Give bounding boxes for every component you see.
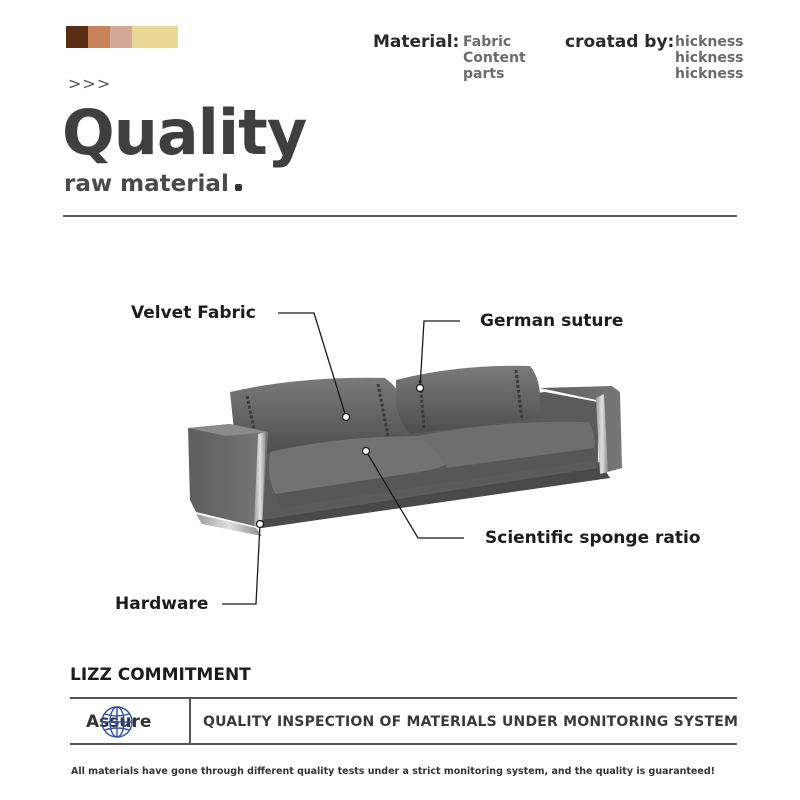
material-value: parts [463,66,505,82]
commitment-title: LIZZ COMMITMENT [70,665,251,685]
created-by-value: hickness [675,50,744,66]
page-subtitle: raw material [64,171,229,197]
quality-footnote: All materials have gone through different quality tests under a strict monitoring system, and the quality is guaranteed! [71,766,715,777]
callout-dot [343,414,350,421]
material-label: Material: [373,32,460,52]
callout-german-suture: German suture [480,311,624,331]
assure-badge [84,704,164,740]
callout-velvet-fabric: Velvet Fabric [131,303,256,323]
material-value: Fabric [463,34,512,50]
commitment-divider-bottom [70,743,737,745]
commitment-divider-top [70,697,737,699]
page-title: Quality [62,96,307,169]
callout-dot [417,385,424,392]
created-by-value: hickness [675,66,744,82]
callout-dot [257,521,264,528]
globe-icon [100,704,134,740]
material-value: Content [463,50,526,66]
hardware-leader [222,524,260,604]
callout-dot [363,448,370,455]
callout-hardware: Hardware [115,594,209,614]
commitment-statement: QUALITY INSPECTION OF MATERIALS UNDER MONITORING SYSTEM [203,714,739,730]
created-by-label: croatad by: [565,32,675,52]
assure-label: Assure [86,712,152,732]
created-by-value: hickness [675,34,744,50]
arrows-marker: >>> [68,74,112,93]
callout-sponge-ratio: Scientific sponge ratio [485,528,701,548]
commitment-separator [189,699,191,743]
